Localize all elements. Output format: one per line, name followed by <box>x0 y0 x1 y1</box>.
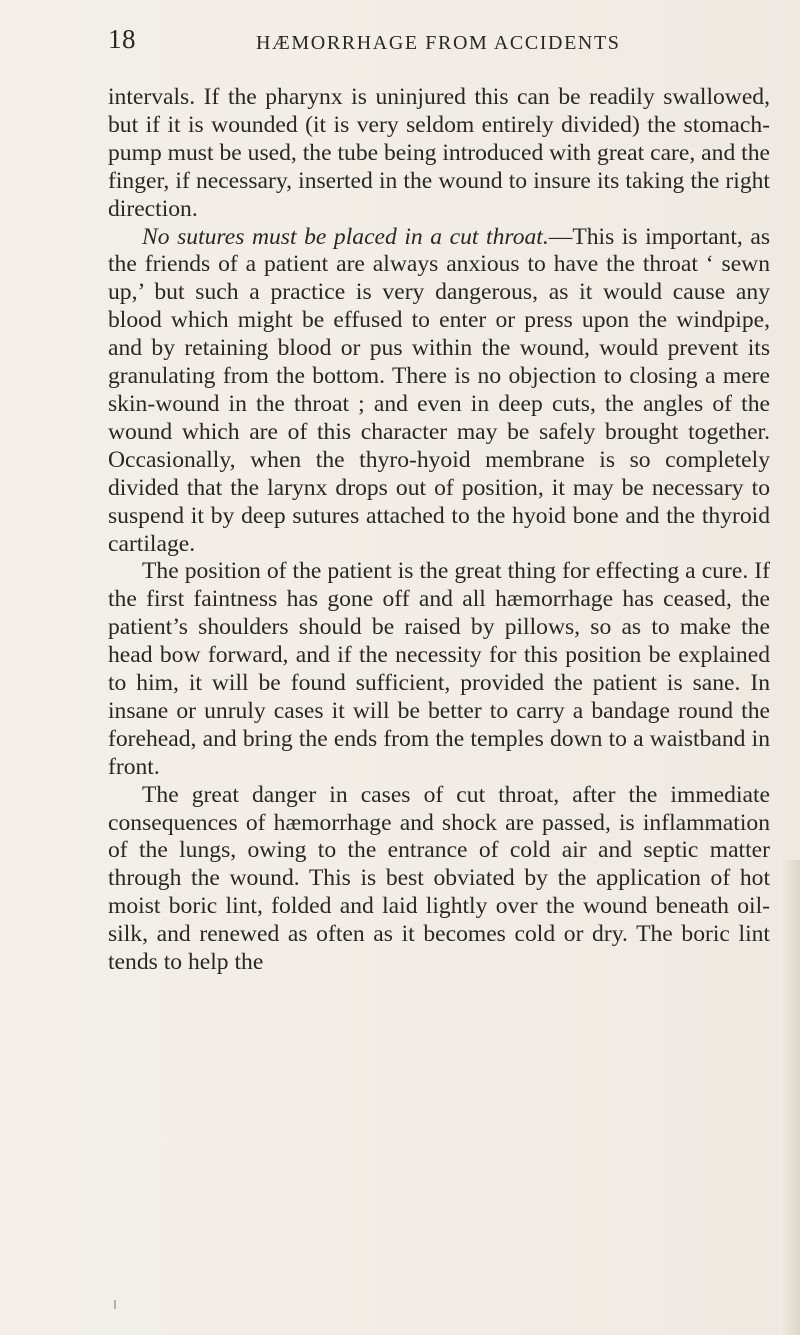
paragraph <box>108 84 770 224</box>
paragraph-text: The position of the patient is the great thing for effecting a cure. If the first faintness has gone off and all hæmorrhage has ceased, the patient’s shoulders should be raised by pillows, so as to make the head bow forward, and if the necessity for this position be explained to him, it will be found sufficient, provided the patient is sane. In insane or unruly cases it will be better to carry a bandage round the forehead, and bring the ends from the temples down to a waistband in front. <box>108 558 770 780</box>
paragraph-text: intervals. If the pharynx is uninjured this can be readily swallowed, but if it is wounded (it is very seldom entirely divided) the stomach-pump must be used, the tube being introduced with great care, and the finger, if necessary, inserted in the wound to insure its taking the right direction. <box>108 84 770 222</box>
paragraph <box>108 782 770 977</box>
paragraph-lead-italic: No sutures must be placed in a cut throat. <box>142 223 549 250</box>
page-edge-shadow <box>782 860 800 1335</box>
page-number: 18 <box>108 24 136 54</box>
stray-ink-mark <box>114 1300 116 1309</box>
body-text <box>108 84 770 977</box>
paragraph <box>108 558 770 781</box>
paragraph-text: The great danger in cases of cut throat, after the immediate consequences of hæmorrhage and shock are passed, is inflammation of the lungs, owing to the entrance of cold air and septic matter through the wound. This is best obviated by the application of hot moist boric lint, folded and laid lightly over the wound beneath oil-silk, and renewed as often as it becomes cold or dry. The boric lint tends to help the <box>108 781 770 976</box>
running-head <box>108 24 768 64</box>
running-title: HÆMORRHAGE FROM ACCIDENTS <box>256 32 621 54</box>
paragraph-text: —This is important, as the friends of a patient are always anxious to have the throat ‘ sewn up,’ but such a practice is very dangerous, as it would cause any blood which might be effused to enter or press upon the windpipe, and by retaining blood or pus within the wound, would prevent its granulating from the bottom. There is no objection to closing a mere skin-wound in the throat ; and even in deep cuts, the angles of the wound which are of this character may be safely brought together. Occasionally, when the thyro-hyoid membrane is so completely divided that the larynx drops out of position, it may be necessary to suspend it by deep sutures attached to the hyoid bone and the thyroid cartilage. <box>108 223 771 557</box>
paragraph <box>108 224 770 559</box>
